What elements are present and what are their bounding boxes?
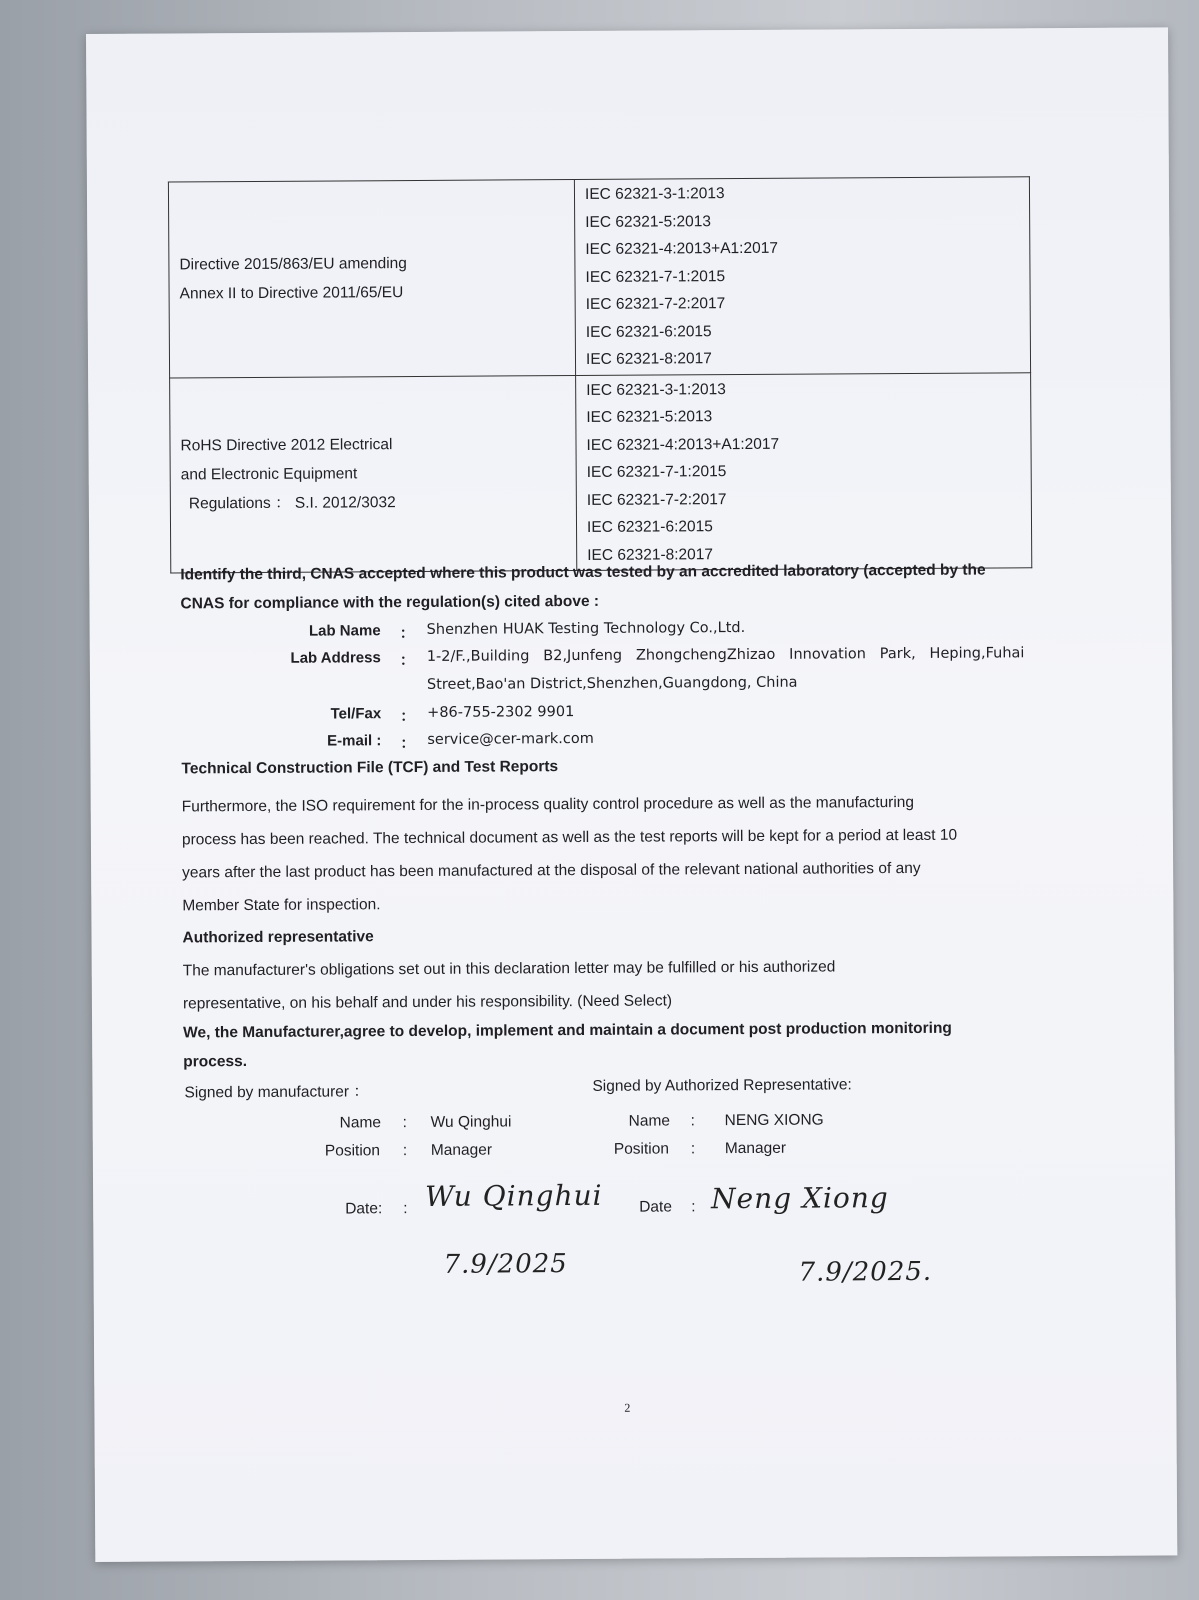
lab-email-row	[90, 728, 1090, 758]
standard-item: IEC 62321-4:2013+A1:2017	[585, 239, 778, 258]
manufacturer-sign-heading: Signed by manufacturer ：	[184, 1083, 369, 1102]
standard-item: IEC 62321-6:2015	[585, 322, 712, 341]
document-page	[86, 27, 1177, 1562]
standard-item: IEC 62321-3-1:2013	[586, 380, 726, 399]
table-row	[168, 177, 1030, 378]
tel-label: Tel/Fax	[330, 705, 382, 723]
commitment-line: We, the Manufacturer,agree to develop, implement and maintain a document post production monitoring	[183, 1019, 952, 1042]
standard-item: IEC 62321-7-1:2015	[586, 463, 727, 481]
colon: :	[402, 1114, 408, 1132]
lab-address-value: Street,Bao'an District,Shenzhen,Guangdong, China	[426, 674, 798, 693]
email-value: service@cer-mark.com	[427, 730, 594, 748]
table-row	[170, 372, 1032, 573]
lab-name-row	[90, 618, 1090, 648]
paragraph-line: Member State for inspection.	[182, 896, 381, 915]
authorized-heading: Authorized representative	[182, 928, 374, 947]
manufacturer-signature: Wu Qinghui	[425, 1178, 603, 1213]
paragraph-line: The manufacturer's obligations set out in this declaration letter may be fulfilled or his authorized	[182, 958, 836, 980]
manufacturer-position: Manager	[430, 1141, 493, 1159]
standard-item: IEC 62321-4:2013+A1:2017	[586, 435, 780, 454]
colon: :	[690, 1112, 696, 1130]
standards-cell	[576, 372, 1032, 570]
name-label: Name	[628, 1112, 671, 1130]
position-label: Position	[324, 1142, 381, 1160]
lab-address-row-2	[90, 673, 1090, 703]
authorized-paragraph	[183, 949, 1033, 1020]
colon: ：	[399, 652, 415, 670]
page-number: 2	[624, 1400, 631, 1415]
directive-text: Annex II to Directive 2011/65/EU	[179, 284, 404, 303]
paragraph-line: years after the last product has been manufactured at the disposal of the relevant national authorities of any	[182, 859, 921, 882]
paragraph-line: representative, on his behalf and under his responsibility. (Need Select)	[182, 992, 673, 1013]
name-label: Name	[339, 1114, 382, 1132]
standard-item: IEC 62321-6:2015	[586, 518, 713, 536]
paragraph-line: Furthermore, the ISO requirement for the in-process quality control procedure as well as the manufacturing	[181, 793, 915, 816]
rep-handwritten-date: 7.9/2025.	[798, 1256, 933, 1288]
commitment-line: process.	[183, 1053, 248, 1071]
directive-text: RoHS Directive 2012 Electrical	[180, 436, 393, 455]
date-label: Date	[639, 1198, 672, 1216]
lab-address-value: 1-2/F.,Building B2,Junfeng ZhongchengZhizao Innovation Park, Heping,Fuhai	[426, 645, 1025, 665]
manufacturer-name: Wu Qinghui	[430, 1113, 512, 1131]
standard-item: IEC 62321-7-1:2015	[585, 267, 726, 286]
colon: :	[691, 1198, 696, 1216]
position-label: Position	[613, 1140, 670, 1158]
lab-address-row	[90, 645, 1090, 675]
colon: ：	[400, 735, 416, 753]
lab-name-label: Lab Name	[308, 622, 381, 640]
directive-text: and Electronic Equipment	[180, 465, 358, 484]
lab-tel-row	[90, 701, 1090, 731]
standard-item: IEC 62321-8:2017	[585, 350, 712, 368]
directive-text: Directive 2015/863/EU amending	[179, 255, 407, 274]
standard-item: IEC 62321-5:2013	[585, 212, 712, 231]
tel-value: +86-755-2302 9901	[427, 704, 575, 721]
colon: ：	[400, 708, 416, 726]
email-label: E-mail :	[327, 732, 382, 750]
paragraph-line: process has been reached. The technical document as well as the test reports will be kept for a period at least 10	[181, 826, 958, 849]
colon: :	[403, 1200, 408, 1218]
directive-cell	[170, 375, 577, 573]
standards-cell	[574, 177, 1030, 375]
rep-sign-heading: Signed by Authorized Representative:	[592, 1076, 852, 1095]
rep-signature: Neng Xiong	[711, 1181, 889, 1216]
colon: :	[690, 1140, 696, 1158]
lab-name-value: Shenzhen HUAK Testing Technology Co.,Ltd.	[426, 619, 746, 638]
lab-address-label: Lab Address	[290, 649, 381, 667]
directive-table	[168, 176, 1032, 573]
standard-item: IEC 62321-3-1:2013	[584, 185, 725, 203]
colon: ：	[399, 625, 415, 643]
standard-item: IEC 62321-8:2017	[587, 545, 714, 564]
identify-line: Identify the third, CNAS accepted where this product was tested by an accredited laboratory (accepted by the	[180, 561, 986, 584]
tcf-heading: Technical Construction File (TCF) and Test Reports	[181, 758, 559, 778]
standard-item: IEC 62321-5:2013	[586, 408, 713, 426]
tcf-paragraph	[182, 785, 1033, 922]
manufacturer-handwritten-date: 7.9/2025	[443, 1249, 568, 1280]
standard-item: IEC 62321-7-2:2017	[586, 490, 727, 509]
directive-cell	[168, 180, 575, 378]
standard-item: IEC 62321-7-2:2017	[585, 295, 726, 313]
rep-position: Manager	[724, 1139, 787, 1158]
rep-name: NENG XIONG	[724, 1111, 824, 1130]
directive-text: Regulations ： S.I. 2012/3032	[188, 494, 396, 513]
identify-line: CNAS for compliance with the regulation(s) cited above :	[180, 592, 600, 613]
colon: :	[402, 1142, 408, 1160]
date-label: Date:	[345, 1200, 383, 1218]
